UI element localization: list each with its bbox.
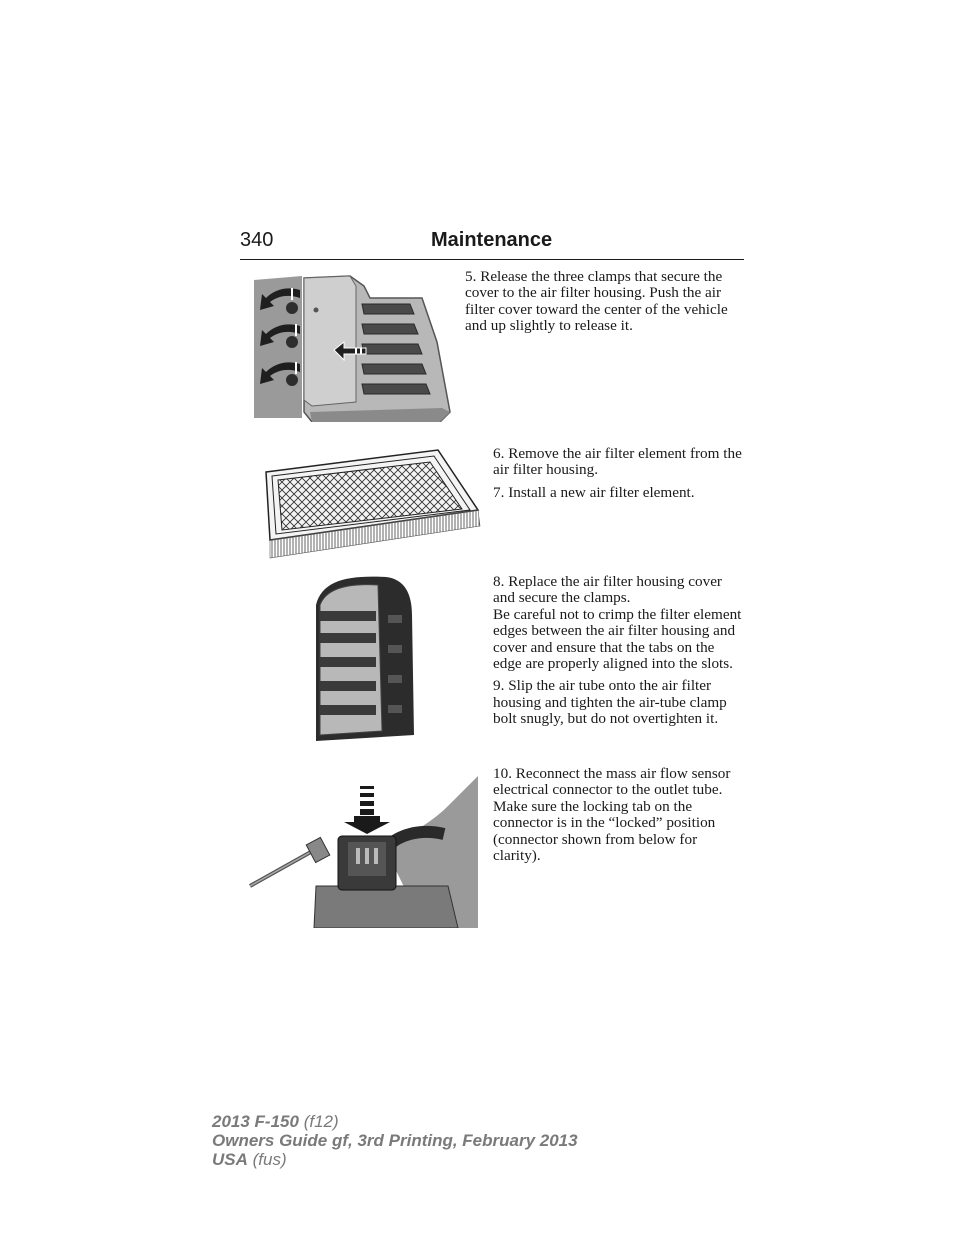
footer-guide-line [212,1131,578,1150]
step-10-text [493,766,745,870]
step-5-text [465,269,745,341]
footer-market-code: (fus) [252,1150,287,1169]
step-8: 8. Replace the air filter housing cover and secure the clamps. [493,573,722,607]
air-filter-element-illustration [262,446,484,564]
step-6: 6. Remove the air filter element from the air filter housing. [493,445,742,479]
step-8-note: Be careful not to crimp the filter element edges between the air filter housing and cover and ensure that the tabs on the edge are properly aligned into the slots. [493,605,742,673]
footer-guide: Owners Guide gf, 3rd Printing, February 2013 [212,1131,578,1150]
step-10: 10. Reconnect the mass air flow sensor electrical connector to the outlet tube. Make sure the locking tab on the connector is in the “locked” position (connector shown from below for clarity). [493,765,731,865]
step-9: 9. Slip the air tube onto the air filter housing and tighten the air-tube clamp bolt snugly, but do not overtighten it. [493,677,727,728]
page-header [240,229,744,260]
step-7: 7. Install a new air filter element. [493,483,695,501]
maf-connector-illustration [248,776,480,928]
housing-cover-illustration [316,575,416,743]
steps-8-9-text [493,574,745,734]
section-title: Maintenance [431,229,553,251]
footer-model-line [212,1112,578,1131]
steps-6-7-text [493,446,745,507]
page-footer [212,1112,578,1169]
footer-model: 2013 F-150 [212,1112,299,1131]
footer-market: USA [212,1150,248,1169]
air-filter-cover-illustration [252,272,452,422]
footer-market-line [212,1150,578,1169]
page-number: 340 [240,229,274,251]
footer-model-code: (f12) [303,1112,339,1131]
step-5: 5. Release the three clamps that secure the cover to the air filter housing. Push the air filter cover toward the center of the vehicle and up slightly to release it. [465,268,728,335]
